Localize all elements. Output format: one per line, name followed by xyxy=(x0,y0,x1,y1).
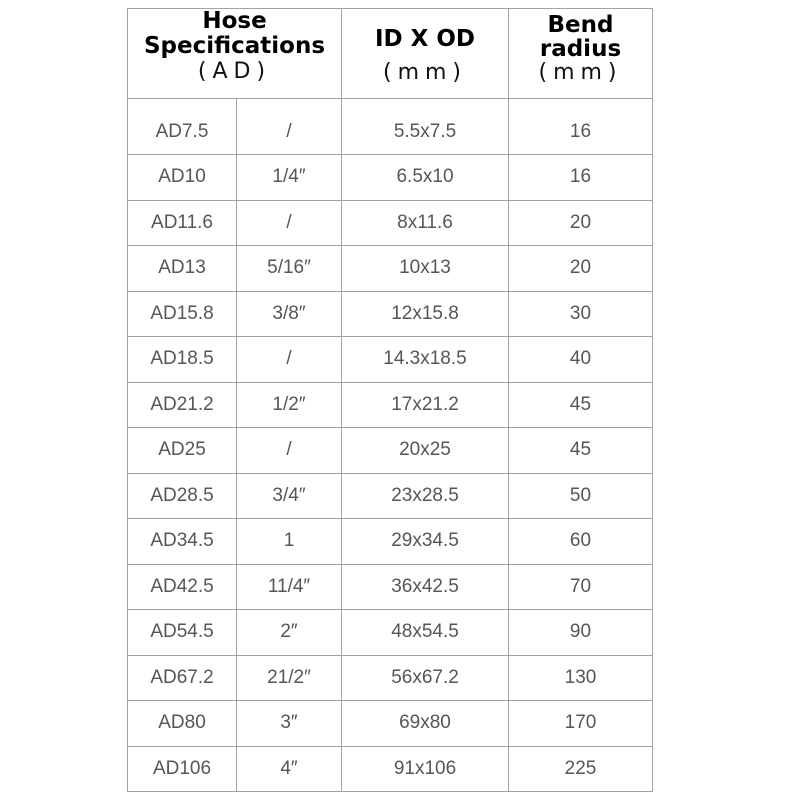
id-od-cell: 6.5x10 xyxy=(342,155,509,201)
inch-size-cell: / xyxy=(237,200,342,246)
table-row xyxy=(128,200,653,246)
bend-radius-cell: 90 xyxy=(509,610,653,656)
bend-radius-cell: 20 xyxy=(509,200,653,246)
table-row xyxy=(128,610,653,656)
header-bend-line-2: radius xyxy=(539,36,622,62)
ad-spec-cell: AD80 xyxy=(128,701,237,747)
header-bend-unit: (mm) xyxy=(538,60,623,85)
bend-radius-cell: 45 xyxy=(509,382,653,428)
table-row xyxy=(128,291,653,337)
table-row xyxy=(128,99,653,155)
inch-size-cell: / xyxy=(237,99,342,155)
bend-radius-cell: 16 xyxy=(509,155,653,201)
table-row xyxy=(128,519,653,565)
ad-spec-cell: AD13 xyxy=(128,246,237,292)
id-od-cell: 23x28.5 xyxy=(342,473,509,519)
bend-radius-cell: 45 xyxy=(509,428,653,474)
inch-size-cell: 1/4″ xyxy=(237,155,342,201)
bend-radius-cell: 40 xyxy=(509,337,653,383)
ad-spec-cell: AD7.5 xyxy=(128,99,237,155)
ad-spec-cell: AD18.5 xyxy=(128,337,237,383)
id-od-cell: 91x106 xyxy=(342,746,509,792)
ad-spec-cell: AD42.5 xyxy=(128,564,237,610)
ad-spec-cell: AD54.5 xyxy=(128,610,237,656)
inch-size-cell: / xyxy=(237,428,342,474)
inch-size-cell: 1/2″ xyxy=(237,382,342,428)
id-od-cell: 8x11.6 xyxy=(342,200,509,246)
bend-radius-cell: 70 xyxy=(509,564,653,610)
inch-size-cell: 3/8″ xyxy=(237,291,342,337)
header-spec-unit: (AD) xyxy=(197,59,272,84)
header-id-od xyxy=(342,9,509,99)
inch-size-cell: 3″ xyxy=(237,701,342,747)
inch-size-cell: 1 xyxy=(237,519,342,565)
header-bend-radius xyxy=(509,9,653,99)
inch-size-cell: 21/2″ xyxy=(237,655,342,701)
header-bend-line-1: Bend xyxy=(547,12,614,38)
id-od-cell: 29x34.5 xyxy=(342,519,509,565)
header-spec-line-1: Hose xyxy=(202,8,267,34)
header-row xyxy=(128,9,653,99)
bend-radius-cell: 225 xyxy=(509,746,653,792)
id-od-cell: 17x21.2 xyxy=(342,382,509,428)
bend-radius-cell: 60 xyxy=(509,519,653,565)
header-hose-specifications xyxy=(128,9,342,99)
table-row xyxy=(128,701,653,747)
header-id-od-line-1: ID X OD xyxy=(374,26,476,52)
table-row xyxy=(128,655,653,701)
inch-size-cell: 3/4″ xyxy=(237,473,342,519)
id-od-cell: 20x25 xyxy=(342,428,509,474)
inch-size-cell: 4″ xyxy=(237,746,342,792)
bend-radius-cell: 50 xyxy=(509,473,653,519)
id-od-cell: 12x15.8 xyxy=(342,291,509,337)
inch-size-cell: 2″ xyxy=(237,610,342,656)
id-od-cell: 14.3x18.5 xyxy=(342,337,509,383)
ad-spec-cell: AD11.6 xyxy=(128,200,237,246)
table-row xyxy=(128,428,653,474)
table-row xyxy=(128,337,653,383)
table-row xyxy=(128,155,653,201)
bend-radius-cell: 30 xyxy=(509,291,653,337)
ad-spec-cell: AD21.2 xyxy=(128,382,237,428)
ad-spec-cell: AD67.2 xyxy=(128,655,237,701)
id-od-cell: 69x80 xyxy=(342,701,509,747)
hose-spec-table xyxy=(127,8,653,792)
header-id-od-unit: (mm) xyxy=(382,60,468,85)
table-row xyxy=(128,746,653,792)
id-od-cell: 56x67.2 xyxy=(342,655,509,701)
id-od-cell: 36x42.5 xyxy=(342,564,509,610)
bend-radius-cell: 170 xyxy=(509,701,653,747)
id-od-cell: 48x54.5 xyxy=(342,610,509,656)
header-spec-line-2: Specifications xyxy=(143,33,326,59)
bend-radius-cell: 130 xyxy=(509,655,653,701)
ad-spec-cell: AD25 xyxy=(128,428,237,474)
bend-radius-cell: 20 xyxy=(509,246,653,292)
ad-spec-cell: AD34.5 xyxy=(128,519,237,565)
id-od-cell: 5.5x7.5 xyxy=(342,99,509,155)
inch-size-cell: 11/4″ xyxy=(237,564,342,610)
ad-spec-cell: AD10 xyxy=(128,155,237,201)
table-row xyxy=(128,382,653,428)
bend-radius-cell: 16 xyxy=(509,99,653,155)
inch-size-cell: / xyxy=(237,337,342,383)
table-row xyxy=(128,564,653,610)
ad-spec-cell: AD106 xyxy=(128,746,237,792)
ad-spec-cell: AD15.8 xyxy=(128,291,237,337)
table-row xyxy=(128,473,653,519)
id-od-cell: 10x13 xyxy=(342,246,509,292)
inch-size-cell: 5/16″ xyxy=(237,246,342,292)
ad-spec-cell: AD28.5 xyxy=(128,473,237,519)
table-row xyxy=(128,246,653,292)
